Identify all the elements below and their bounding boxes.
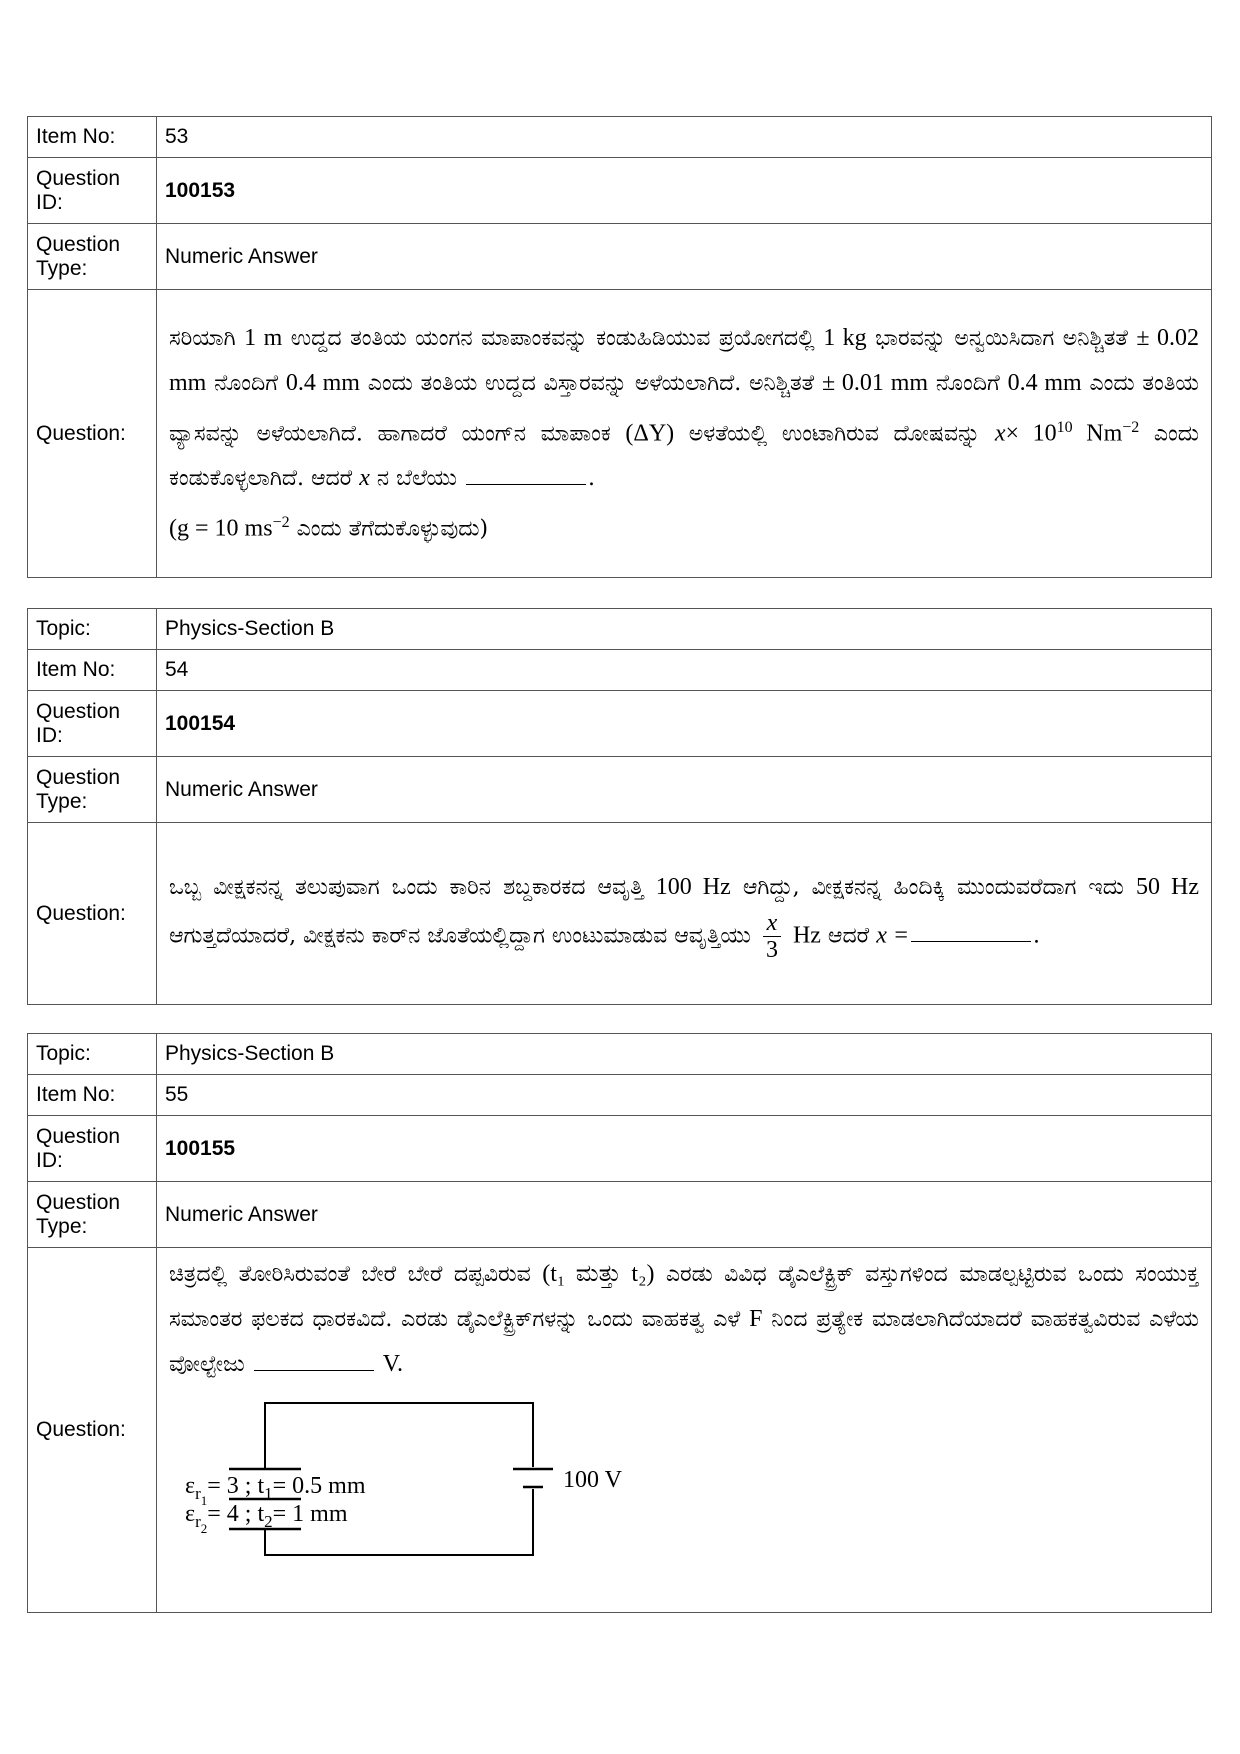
q-math: Hz xyxy=(792,922,821,948)
q-math: 50 Hz xyxy=(1136,873,1200,900)
q-text: ಎಂದು ತಂತಿಯ ಉದ್ದದ ವಿಸ್ತಾರವನ್ನು ಅಳೆಯಲಾಗಿದೆ. ಅನಿಶ್ಚಿತತೆ xyxy=(367,370,815,396)
topic-label: Topic: xyxy=(28,609,157,650)
q-text: ಚಿತ್ರದಲ್ಲಿ ತೋರಿಸಿರುವಂತೆ ಬೇರೆ ಬೇರೆ ದಪ್ಪವಿರುವ xyxy=(169,1262,531,1287)
question-type-value: Numeric Answer xyxy=(157,224,1212,290)
q-text: ಸರಿಯಾಗಿ xyxy=(169,325,236,351)
q-math: −2 xyxy=(272,514,290,531)
q-math: 0.4 mm xyxy=(285,369,360,396)
thickness-subscript-2: 2 xyxy=(264,1512,273,1531)
circuit-wire-top xyxy=(265,1403,533,1469)
epsilon-subscript-index-1: 1 xyxy=(200,1493,208,1508)
item-no-value: 53 xyxy=(157,117,1212,158)
q-math: 100 Hz xyxy=(655,873,731,900)
thickness-2-value: = 1 mm xyxy=(272,1501,348,1527)
q-text: ಒಬ್ಬ ವೀಕ್ಷಕನನ್ನ ತಲುಪುವಾಗ ಒಂದು ಕಾರಿನ ಶಬ್ದಕಾರಕದ ಆವೃತ್ತಿ xyxy=(169,874,644,900)
epsilon-subscript-r1: r xyxy=(195,1484,201,1503)
answer-blank xyxy=(911,940,1031,942)
question-55-table xyxy=(27,1033,1212,1613)
question-type-label: Question Type: xyxy=(28,1182,157,1248)
q-math: F xyxy=(749,1306,763,1332)
q-math: 1 m xyxy=(244,324,283,351)
q-text: ನೊಂದಿಗೆ xyxy=(214,370,279,396)
q-math: (ΔY) xyxy=(625,420,675,446)
item-no-value: 54 xyxy=(157,650,1212,691)
question-label: Question: xyxy=(28,290,157,578)
question-body xyxy=(157,823,1212,1005)
circuit-diagram xyxy=(165,1391,1203,1587)
question-id-label: Question ID: xyxy=(28,1116,157,1182)
q-math: x xyxy=(994,420,1006,446)
epsilon-symbol-1: ε xyxy=(185,1473,196,1499)
q-math: V. xyxy=(382,1351,404,1377)
q-math: x xyxy=(359,465,370,491)
question-53-table xyxy=(27,116,1212,578)
q-text: ನಿಂದ ಪ್ರತ್ಯೇಕ ಮಾಡಲಾಗಿದೆಯಾದರೆ ವಾಹಕತ್ವವಿರುವ ಎಳೆಯ ವೋಲ್ಟೇಜು xyxy=(169,1307,1199,1377)
question-text xyxy=(165,861,1203,967)
q-text: ಎಂದು ತೆಗೆದುಕೊಳ್ಳುವುದು) xyxy=(296,516,489,542)
q-text: ಆದರೆ xyxy=(827,923,870,948)
q-math: 1 kg xyxy=(823,324,867,351)
fraction-numerator: x xyxy=(763,910,782,937)
item-no-label: Item No: xyxy=(28,1075,157,1116)
q-math: (t₁ ಮತ್ತು t₂) xyxy=(542,1261,655,1287)
q-text: ಆಗುತ್ತದೆಯಾದರೆ, ವೀಕ್ಷಕನು ಕಾರ್‌ನ ಜೊತೆಯಲ್ಲಿದ್ದಾಗ ಉಂಟುಮಾಡುವ ಆವೃತ್ತಿಯು xyxy=(169,923,751,948)
epsilon-symbol-2: ε xyxy=(185,1501,196,1527)
q-text: ಅಳತೆಯಲ್ಲಿ ಉಂಟಾಗಿರುವ ದೋಷವನ್ನು xyxy=(688,421,981,446)
q-text: . xyxy=(587,466,595,491)
q-text: . xyxy=(1033,923,1041,948)
question-text xyxy=(165,1248,1203,1391)
q-math: 10 xyxy=(1056,418,1073,436)
dielectric-2-value: = 4 ; t xyxy=(207,1501,265,1527)
q-text: ಆಗಿದ್ದು, ವೀಕ್ಷಕನನ್ನ ಹಿಂದಿಕ್ಕಿ ಮುಂದುವರೆದಾಗ ಇದು xyxy=(742,874,1124,900)
dielectric-1-value: = 3 ; t xyxy=(207,1473,265,1499)
question-54-table xyxy=(27,608,1212,1005)
question-text xyxy=(165,312,1203,556)
q-math: × 10 xyxy=(1005,420,1057,446)
item-no-label: Item No: xyxy=(28,117,157,158)
q-text: ಎಂದು ತಂತಿಯ ವ್ಯಾಸವನ್ನು ಅಳೆಯಲಾಗಿದೆ. ಹಾಗಾದರೆ ಯಂಗ್‌ನ ಮಾಪಾಂಕ xyxy=(169,370,1199,446)
fraction-denominator: 3 xyxy=(765,936,778,963)
q-math: 0.4 mm xyxy=(1007,369,1082,396)
fraction xyxy=(762,910,782,963)
epsilon-subscript-index-2: 2 xyxy=(200,1521,208,1536)
question-type-value: Numeric Answer xyxy=(157,757,1212,823)
q-text: ಉದ್ದದ ತಂತಿಯ ಯಂಗನ ಮಾಪಾಂಕವನ್ನು ಕಂಡುಹಿಡಿಯುವ ಪ್ರಯೋಗದಲ್ಲಿ xyxy=(290,325,815,351)
q-math: −2 xyxy=(1122,418,1140,436)
q-text: ಎರಡು ವಿವಿಧ ಡೈಎಲೆಕ್ಟ್ರಿಕ್ ವಸ್ತುಗಳಿಂದ ಮಾಡಲ್ಪಟ್ಟಿರುವ ಒಂದು ಸಂಯುಕ್ತ ಸಮಾಂತರ ಫಲಕದ ಧಾರಕವಿದೆ. ಎರಡು ಡೈಎಲೆಕ್ಟ್ರಿಕ್‌ಗಳನ್ನು ಒಂದು ವಾಹಕತ್ವ ಎಳೆ xyxy=(169,1262,1199,1332)
q-math: ± 0.02 mm xyxy=(169,324,1200,396)
question-type-label: Question Type: xyxy=(28,224,157,290)
question-id-label: Question ID: xyxy=(28,158,157,224)
question-id-value: 100154 xyxy=(157,691,1212,757)
thickness-1-value: = 0.5 mm xyxy=(272,1473,366,1499)
question-body xyxy=(157,290,1212,578)
q-text: ನೊಂದಿಗೆ xyxy=(935,370,1000,396)
item-no-value: 55 xyxy=(157,1075,1212,1116)
q-text: ಎಂದು ಕಂಡುಕೊಳ್ಳಲಾಗಿದೆ. ಆದರೆ xyxy=(169,421,1199,491)
question-body xyxy=(157,1248,1212,1613)
question-id-label: Question ID: xyxy=(28,691,157,757)
q-text: ನ ಬೆಲೆಯು xyxy=(376,466,457,491)
answer-blank xyxy=(466,483,586,485)
q-math: Nm xyxy=(1072,420,1123,446)
q-math: ± 0.01 mm xyxy=(821,369,929,396)
item-no-label: Item No: xyxy=(28,650,157,691)
question-id-value: 100153 xyxy=(157,158,1212,224)
capacitor-circuit-svg xyxy=(171,1391,622,1581)
question-label: Question: xyxy=(28,1248,157,1613)
q-math: x = xyxy=(876,922,910,948)
q-text: ಭಾರವನ್ನು ಅನ್ವಯಿಸಿದಾಗ ಅನಿಶ್ಚಿತತೆ xyxy=(875,325,1128,351)
question-type-label: Question Type: xyxy=(28,757,157,823)
question-type-value: Numeric Answer xyxy=(157,1182,1212,1248)
question-id-value: 100155 xyxy=(157,1116,1212,1182)
thickness-subscript-1: 1 xyxy=(264,1484,273,1503)
topic-label: Topic: xyxy=(28,1034,157,1075)
svg-text:εr2= 4 ; t2= 1 mm xyxy=(185,1501,348,1536)
q-math: (g = 10 ms xyxy=(169,515,273,542)
topic-value: Physics-Section B xyxy=(157,609,1212,650)
topic-value: Physics-Section B xyxy=(157,1034,1212,1075)
epsilon-subscript-r2: r xyxy=(195,1512,201,1531)
question-label: Question: xyxy=(28,823,157,1005)
battery-voltage-label: 100 V xyxy=(563,1467,622,1493)
answer-blank xyxy=(254,1369,374,1371)
